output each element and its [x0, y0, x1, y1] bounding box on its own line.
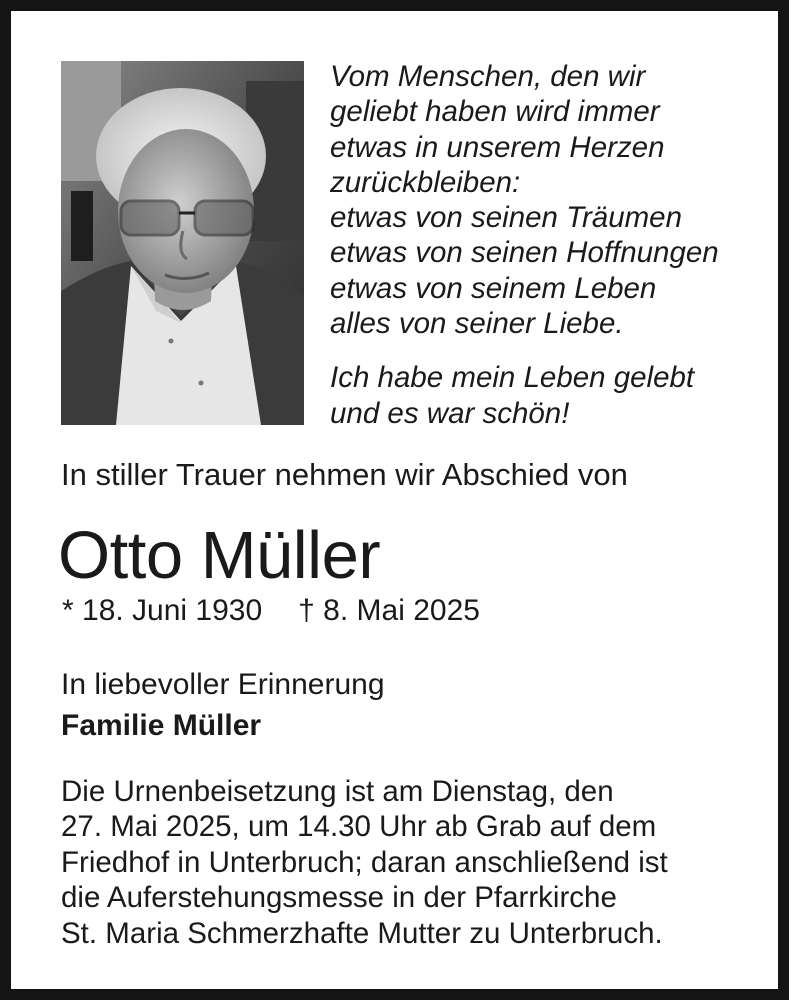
- notice-line: 27. Mai 2025, um 14.30 Uhr ab Grab auf dem: [61, 810, 657, 844]
- poem-closing-line: und es war schön!: [330, 396, 570, 430]
- poem-line: geliebt haben wird immer: [330, 95, 660, 129]
- notice-line: Friedhof in Unterbruch; daran anschließend ist: [61, 845, 668, 879]
- poem-closing: [330, 360, 770, 431]
- poem-line: alles von seiner Liebe.: [330, 307, 624, 341]
- life-dates: [62, 593, 480, 629]
- burial-notice: [61, 774, 761, 951]
- notice-line: die Auferstehungsmesse in der Pfarrkirche: [61, 881, 617, 915]
- portrait-photo: [61, 61, 304, 425]
- family-signature: Familie Müller: [61, 709, 262, 742]
- remembrance-line: In liebevoller Erinnerung: [61, 668, 385, 701]
- announcement-lead: In stiller Trauer nehmen wir Abschied von: [61, 457, 628, 492]
- poem-line: etwas von seinen Hoffnungen: [330, 236, 719, 270]
- memorial-poem: [330, 59, 770, 431]
- notice-line: St. Maria Schmerzhafte Mutter zu Unterbruch.: [61, 916, 663, 950]
- notice-line: Die Urnenbeisetzung ist am Dienstag, den: [61, 775, 614, 808]
- poem-line: etwas in unserem Herzen: [330, 130, 665, 164]
- poem-line: zurückbleiben:: [330, 165, 521, 199]
- poem-line: etwas von seinem Leben: [330, 271, 657, 305]
- poem-line: etwas von seinen Träumen: [330, 201, 682, 235]
- birth-date: * 18. Juni 1930: [62, 594, 263, 627]
- death-date: † 8. Mai 2025: [298, 594, 480, 627]
- deceased-name: Otto Müller: [58, 518, 381, 593]
- poem-closing-line: Ich habe mein Leben gelebt: [330, 361, 695, 395]
- poem-line: Vom Menschen, den wir: [330, 60, 646, 93]
